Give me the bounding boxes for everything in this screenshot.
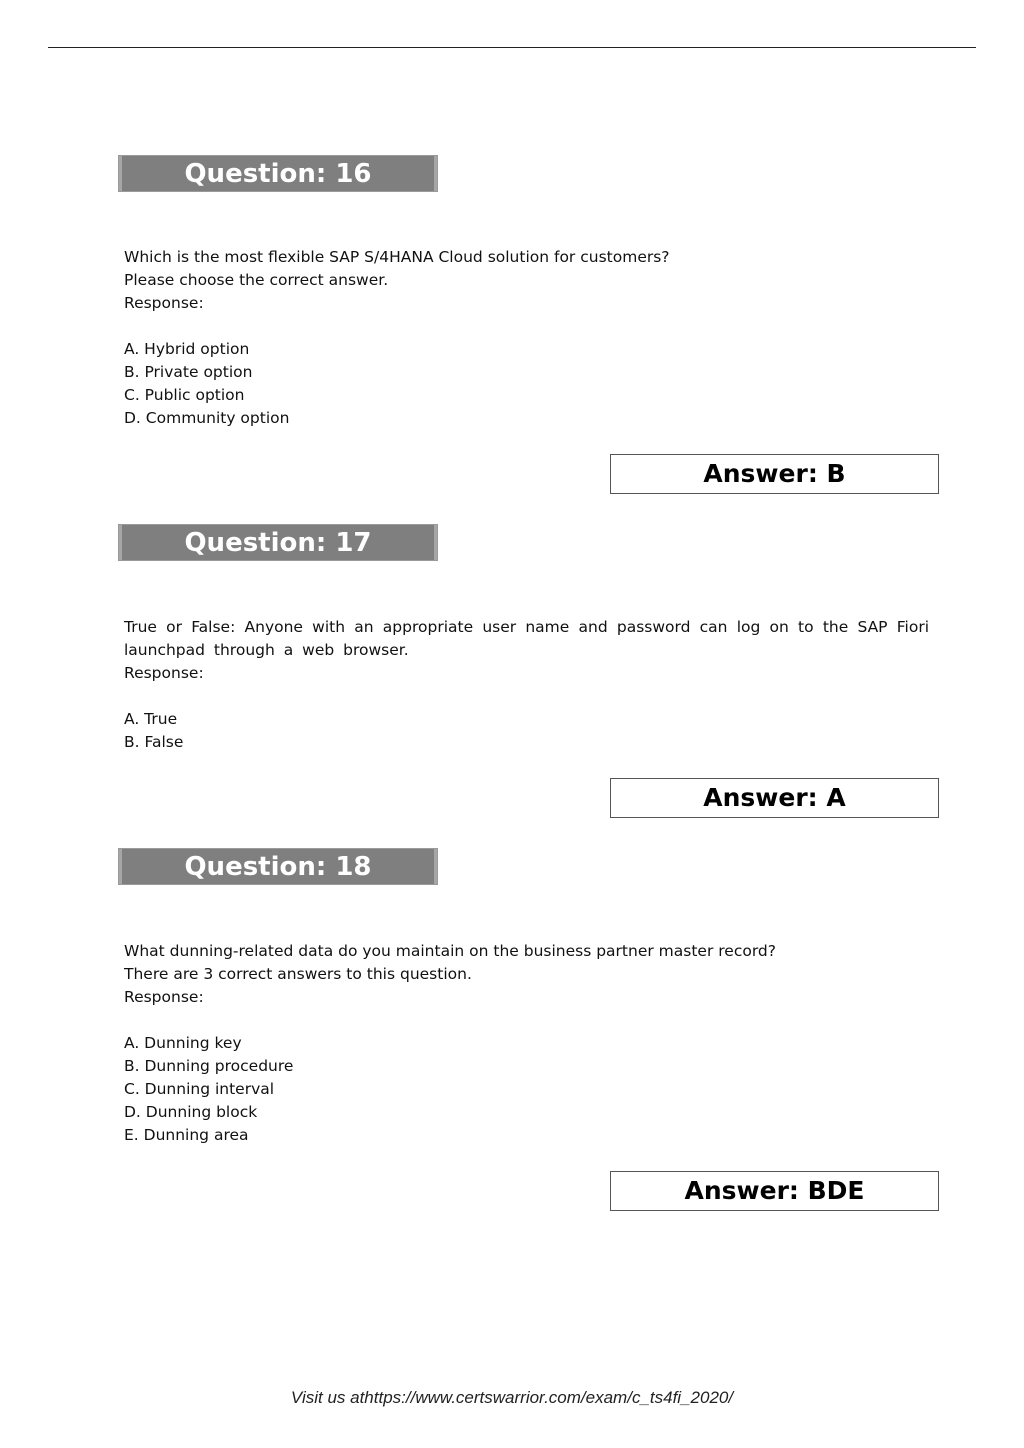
question-prompt: Which is the most flexible SAP S/4HANA Cloud solution for customers?: [124, 248, 670, 266]
answer-option: D. Community option: [124, 409, 290, 427]
response-label: Response:: [124, 664, 204, 682]
response-label: Response:: [124, 294, 204, 312]
question-banner-16: [118, 155, 438, 192]
answer-option: E. Dunning area: [124, 1126, 249, 1144]
answer-option: B. Private option: [124, 363, 253, 381]
answer-option: A. Hybrid option: [124, 340, 250, 358]
question-prompt: What dunning-related data do you maintain on the business partner master record?: [124, 942, 776, 960]
question-title: Question: 18: [184, 852, 372, 882]
answer-box-18: Answer: BDE: [610, 1171, 939, 1211]
question-banner-18: [118, 848, 438, 885]
answer-option: A. Dunning key: [124, 1034, 242, 1052]
response-label: Response:: [124, 988, 204, 1006]
spacer: [124, 315, 929, 338]
spacer: [124, 685, 929, 708]
question-instruction: Please choose the correct answer.: [124, 271, 389, 289]
question-body-16: [124, 246, 929, 430]
question-body-18: [124, 940, 929, 1147]
answer-box-17: Answer: A: [610, 778, 939, 818]
spacer: [124, 1009, 929, 1032]
question-title: Question: 17: [184, 528, 372, 558]
answer-box-16: Answer: B: [610, 454, 939, 494]
question-instruction: There are 3 correct answers to this question.: [124, 965, 472, 983]
answer-option: C. Dunning interval: [124, 1080, 275, 1098]
question-body-17: [124, 616, 929, 754]
answer-option: B. Dunning procedure: [124, 1057, 294, 1075]
footer-visit-link[interactable]: Visit us athttps://www.certswarrior.com/exam/c_ts4fi_2020/: [290, 1388, 734, 1407]
question-banner-17: [118, 524, 438, 561]
question-title: Question: 16: [184, 159, 372, 189]
answer-option: D. Dunning block: [124, 1103, 258, 1121]
answer-option: C. Public option: [124, 386, 245, 404]
answer-option: A. True: [124, 710, 178, 728]
header-rule: [48, 47, 976, 48]
question-prompt: True or False: Anyone with an appropriate user name and password can log on to the SAP Fiori launchpad through a web browser.: [124, 618, 929, 659]
answer-option: B. False: [124, 733, 184, 751]
